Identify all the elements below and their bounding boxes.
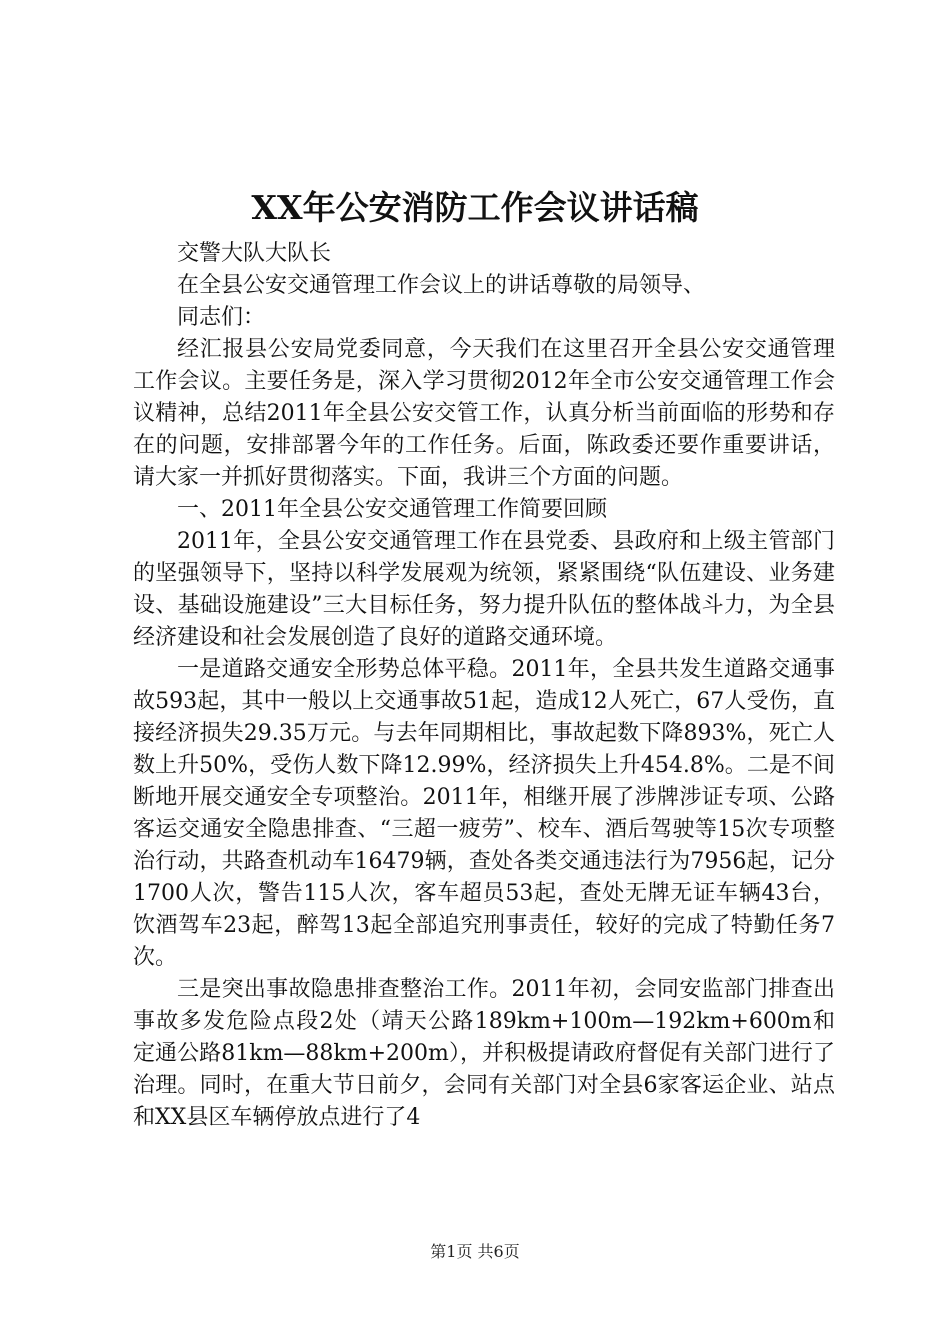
paragraph-point-one-two: 一是道路交通安全形势总体平稳。2011年，全县共发生道路交通事故593起，其中一般以上交通事故51起，造成12人死亡，67人受伤，直接经济损失29.35万元。与去年同期相比，事故起数下降893%，死亡人数上升50%，受伤人数下降12.99%，经济损失上升454.8%。二是不间断地开展交通安全专项整治。2011年，相继开展了涉牌涉证专项、公路客运交通安全隐患排查、“三超一疲劳”、校车、酒后驾驶等15次专项整治行动，共路查机动车16479辆，查处各类交通违法行为7956起，记分1700人次，警告115人次，客车超员53起，查处无牌无证车辆43台，饮酒驾车23起，醉驾13起全部追究刑事责任，较好的完成了特勤任务7次。 <box>133 657 835 970</box>
paragraph-point-three: 三是突出事故隐患排查整治工作。2011年初，会同安监部门排查出事故多发危险点段2处（靖天公路189km+100m—192km+600m和定通公路81km—88km+200m），并积极提请政府督促有关部门进行了治理。同时，在重大节日前夕，会同有关部门对全县6家客运企业、站点和XX县区车辆停放点进行了4 <box>133 977 835 1130</box>
paragraph-speaker: 交警大队大队长 <box>177 241 332 266</box>
section-heading: 一、2011年全县公安交通管理工作简要回顾 <box>177 497 607 522</box>
paragraph-salutation: 同志们： <box>177 305 266 330</box>
paragraph-intro: 经汇报县公安局党委同意，今天我们在这里召开全县公安交通管理工作会议。主要任务是，深入学习贯彻2012年全市公安交通管理工作会议精神，总结2011年全县公安交管工作，认真分析当前面临的形势和存在的问题，安排部署今年的工作任务。后面，陈政委还要作重要讲话，请大家一并抓好贯彻落实。下面，我讲三个方面的问题。 <box>133 337 835 490</box>
page-footer: 第1页 共6页 <box>430 1242 520 1261</box>
paragraph-occasion: 在全县公安交通管理工作会议上的讲话尊敬的局领导、 <box>177 273 706 298</box>
paragraph-overview: 2011年，全县公安交通管理工作在县党委、县政府和上级主管部门的坚强领导下，坚持以科学发展观为统领，紧紧围绕“队伍建设、业务建设、基础设施建设”三大目标任务，努力提升队伍的整体战斗力，为全县经济建设和社会发展创造了良好的道路交通环境。 <box>133 529 835 650</box>
document-title: XX年公安消防工作会议讲话稿 <box>251 188 699 227</box>
document-body <box>133 238 835 1134</box>
